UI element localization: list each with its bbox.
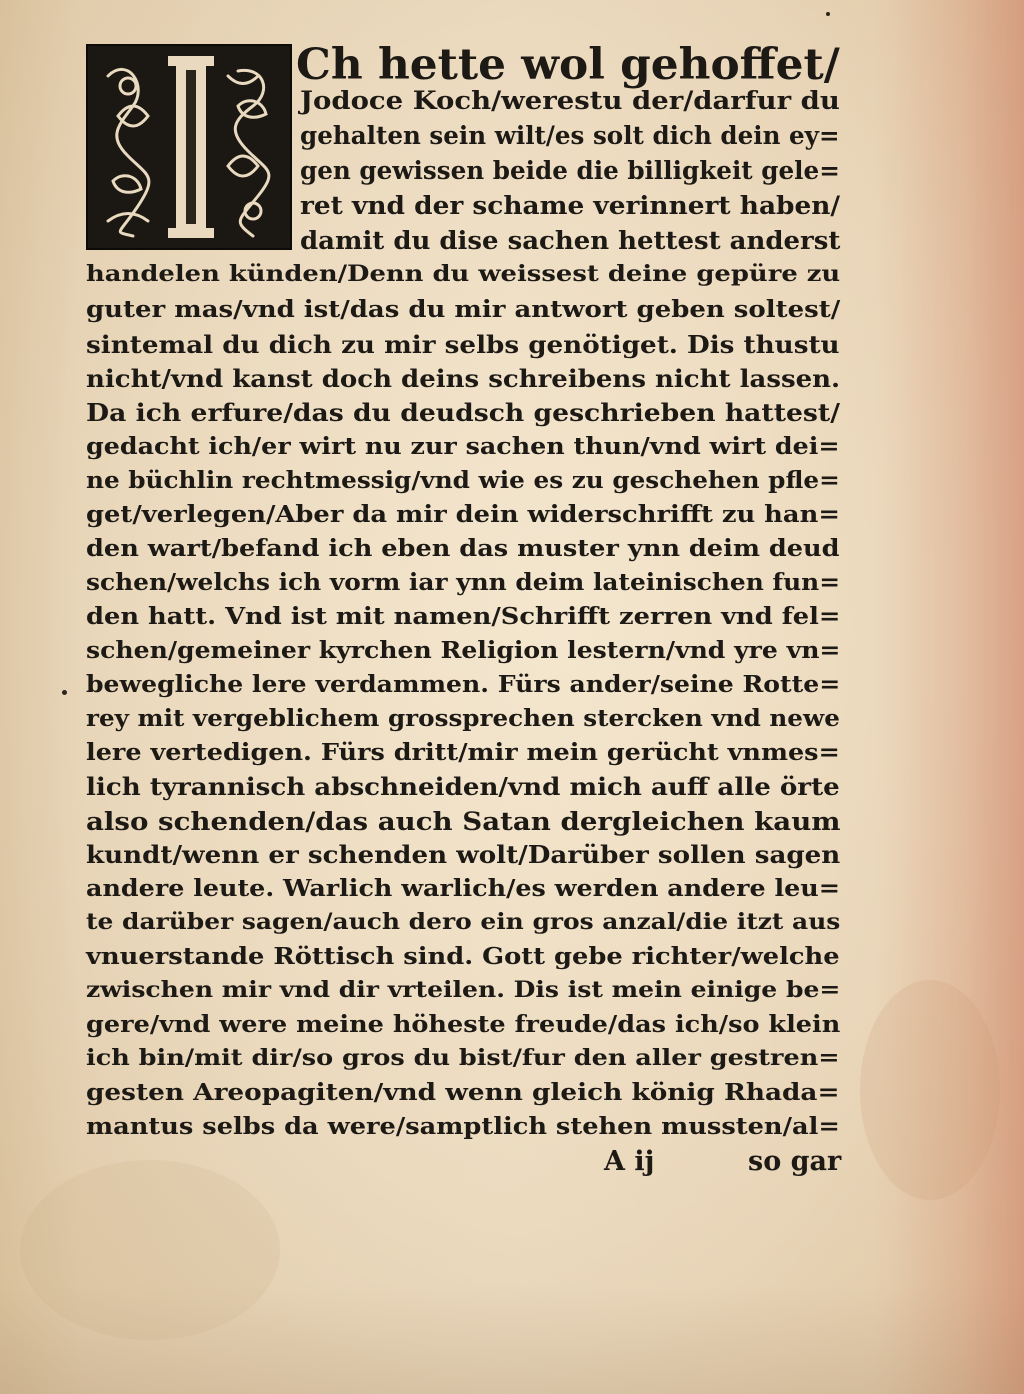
text-line: gedacht ich/er wirt nu zur sachen thun/vnd wirt dei=	[86, 433, 840, 460]
catchword: so gar	[748, 1146, 842, 1177]
text-line: schen/gemeiner kyrchen Religion lestern/vnd yre vn=	[86, 637, 841, 664]
text-line: get/verlegen/Aber da mir dein widerschrifft zu han=	[86, 501, 840, 528]
text-line: schen/welchs ich vorm iar ynn deim lateinischen fun=	[86, 569, 841, 596]
text-line: den hatt. Vnd ist mit namen/Schrifft zerren vnd fel=	[86, 603, 841, 630]
text-line: handelen künden/Denn du weissest deine gepüre zu	[86, 261, 841, 287]
text-line: sintemal du dich zu mir selbs genötiget. Dis thustu	[86, 330, 840, 359]
signature-mark: A ij	[604, 1146, 655, 1177]
text-line: andere leute. Warlich warlich/es werden andere leu=	[86, 875, 840, 902]
text-line: kundt/wenn er schenden wolt/Darüber sollen sagen	[86, 840, 841, 869]
ink-speck	[826, 12, 830, 16]
text-line: damit du dise sachen hettest anderst	[300, 226, 841, 255]
text-line: lere vertedigen. Fürs dritt/mir mein gerücht vnmes=	[86, 739, 840, 766]
ink-speck	[62, 690, 67, 695]
decorated-initial-letter	[86, 44, 292, 250]
text-line: guter mas/vnd ist/das du mir antwort geben soltest/	[86, 296, 841, 323]
text-line: den wart/befand ich eben das muster ynn deim deud	[86, 535, 840, 562]
text-line: rey mit vergeblichem grossprechen stercken vnd newe	[86, 705, 840, 732]
text-line: gehalten sein wilt/es solt dich dein ey=	[300, 121, 840, 150]
text-line: ich bin/mit dir/so gros du bist/fur den aller gestren=	[86, 1045, 840, 1071]
text-line: gesten Areopagiten/vnd wenn gleich könig Rhada=	[86, 1079, 840, 1106]
ornament-foliage-icon	[88, 46, 290, 248]
text-line: Da ich erfure/das du deudsch geschrieben hattest/	[86, 398, 840, 427]
text-line: also schenden/das auch Satan dergleichen kaum	[86, 807, 841, 836]
text-line: Jodoce Koch/werestu der/darfur du	[300, 86, 840, 115]
text-line: te darüber sagen/auch dero ein gros anzal/die itzt aus	[86, 909, 841, 935]
text-line: bewegliche lere verdammen. Fürs ander/seine Rotte=	[86, 671, 841, 698]
paper-stain	[860, 980, 1000, 1200]
text-line: nicht/vnd kanst doch deins schreibens nicht lassen.	[86, 364, 841, 393]
text-line: gen gewissen beide die billigkeit gele=	[300, 156, 840, 185]
paper-stain	[20, 1160, 280, 1340]
text-line: vnuerstande Röttisch sind. Gott gebe richter/welche	[86, 943, 840, 970]
text-line: gere/vnd were meine höheste freude/das ich/so klein	[86, 1011, 841, 1038]
text-line: Ch hette wol gehoffet/	[296, 40, 840, 90]
text-line: lich tyrannisch abschneiden/vnd mich auff alle örte	[86, 772, 840, 801]
text-line: ret vnd der schame verinnert haben/	[300, 191, 841, 220]
text-line: mantus selbs da were/samptlich stehen mussten/al=	[86, 1113, 840, 1140]
text-line: ne büchlin rechtmessig/vnd wie es zu geschehen pfle=	[86, 467, 840, 494]
text-line: zwischen mir vnd dir vrteilen. Dis ist mein einige be=	[86, 977, 841, 1003]
